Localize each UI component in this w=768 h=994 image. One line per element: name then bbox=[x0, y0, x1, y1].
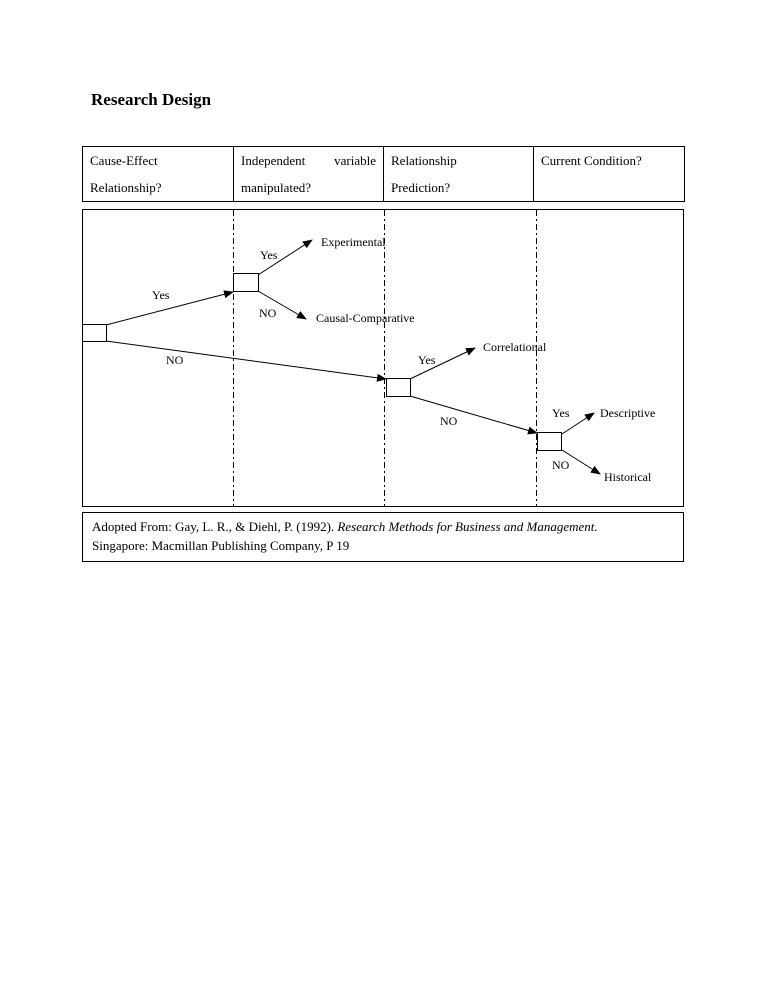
header-cell-line: Current Condition? bbox=[541, 153, 642, 168]
decision-box-cause-effect bbox=[83, 325, 107, 342]
citation-prefix: Adopted From: Gay, L. R., & Diehl, P. (1992). bbox=[92, 519, 338, 534]
header-cell-cause-effect bbox=[83, 147, 234, 202]
header-cell-line: Prediction? bbox=[391, 180, 451, 195]
branch-label-pred-no: NO bbox=[440, 414, 458, 428]
edge-root-yes bbox=[106, 292, 233, 325]
decision-box-prediction bbox=[387, 379, 411, 397]
source-citation bbox=[82, 512, 684, 562]
header-cell-independent-variable bbox=[234, 147, 384, 202]
header-cell-current-condition bbox=[534, 147, 685, 202]
header-cell-line: Relationship bbox=[391, 153, 457, 168]
edge-pred-no bbox=[410, 396, 537, 433]
citation-line-2: Singapore: Macmillan Publishing Company, P 19 bbox=[92, 538, 350, 553]
node-causal-comparative: Causal-Comparative bbox=[316, 311, 415, 325]
research-design-flowchart bbox=[82, 209, 684, 507]
branch-label-root-no: NO bbox=[166, 353, 184, 367]
header-cell-line: Cause-Effect bbox=[90, 153, 158, 168]
branch-label-manip-no: NO bbox=[259, 306, 277, 320]
branch-label-manip-yes: Yes bbox=[260, 248, 278, 262]
decision-box-current-condition bbox=[538, 433, 562, 451]
decision-box-manipulated bbox=[234, 274, 259, 292]
node-correlational: Correlational bbox=[483, 340, 547, 354]
header-cell-relationship-prediction bbox=[384, 147, 534, 202]
header-cell-line: Independent variable bbox=[241, 153, 376, 168]
edge-root-no bbox=[106, 341, 386, 379]
node-descriptive: Descriptive bbox=[600, 406, 656, 420]
header-cell-line: Relationship? bbox=[90, 180, 162, 195]
node-experimental: Experimental bbox=[321, 235, 386, 249]
question-header-table bbox=[82, 146, 685, 202]
citation-book-title: Research Methods for Business and Management. bbox=[337, 519, 598, 534]
header-cell-line: manipulated? bbox=[241, 180, 312, 195]
branch-label-current-yes: Yes bbox=[552, 406, 570, 420]
page-title: Research Design bbox=[91, 90, 212, 109]
branch-label-pred-yes: Yes bbox=[418, 353, 436, 367]
branch-label-root-yes: Yes bbox=[152, 288, 170, 302]
branch-label-current-no: NO bbox=[552, 458, 570, 472]
node-historical: Historical bbox=[604, 470, 652, 484]
citation-line-1 bbox=[92, 517, 674, 536]
